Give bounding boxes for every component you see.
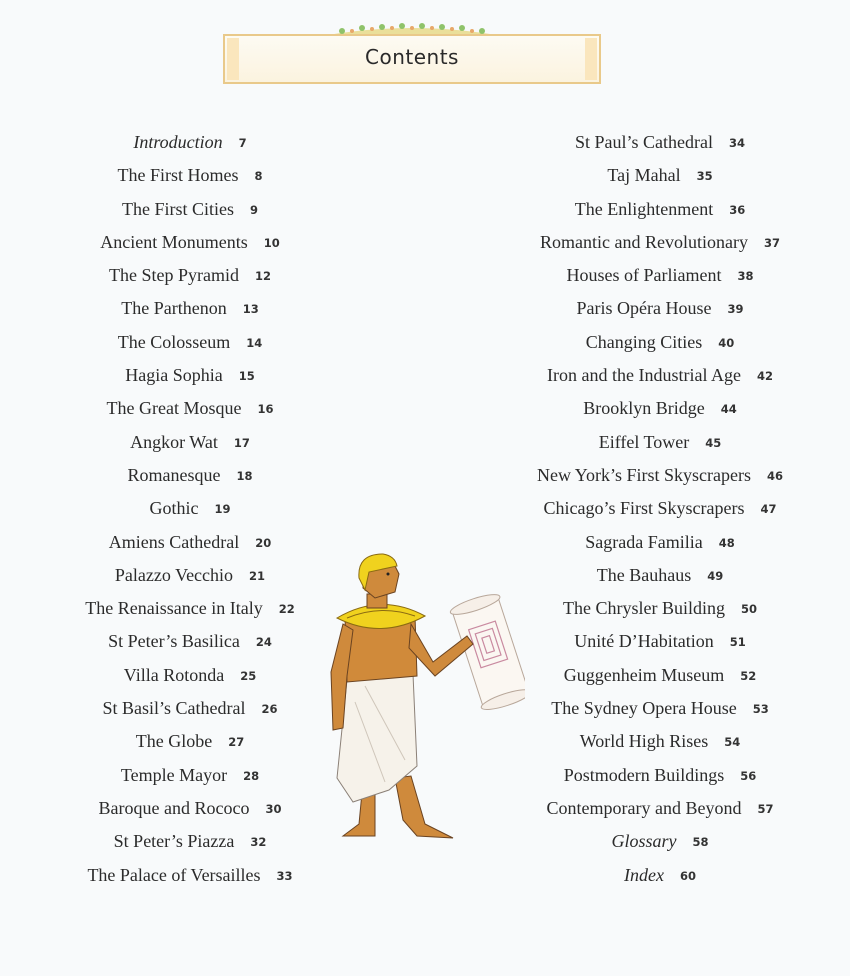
toc-entry-page-number: 51 bbox=[729, 635, 746, 650]
toc-entry-amiens-cathedral bbox=[60, 526, 320, 559]
toc-entry-title: The First Cities bbox=[121, 198, 234, 219]
toc-entry-page-number: 48 bbox=[718, 535, 735, 550]
toc-entry-the-palace-of-versailles bbox=[60, 859, 320, 892]
toc-entry-page-number: 35 bbox=[696, 169, 713, 184]
toc-entry-postmodern-buildings bbox=[510, 759, 810, 792]
toc-entry-page-number: 32 bbox=[250, 835, 267, 850]
toc-entry-the-parthenon bbox=[60, 292, 320, 325]
toc-entry-title: New York’s First Skyscrapers bbox=[536, 464, 751, 485]
toc-entry-title: Romanesque bbox=[127, 464, 221, 485]
toc-entry-title: Hagia Sophia bbox=[125, 365, 223, 386]
toc-entry-glossary bbox=[510, 825, 810, 858]
toc-entry-title: Paris Opéra House bbox=[576, 298, 712, 319]
toc-entry-the-step-pyramid bbox=[60, 259, 320, 292]
toc-entry-page-number: 19 bbox=[214, 502, 231, 517]
toc-entry-page-number: 38 bbox=[737, 269, 754, 284]
toc-entry-brooklyn-bridge bbox=[510, 392, 810, 425]
toc-entry-st-peters-piazza bbox=[60, 825, 320, 858]
toc-entry-gothic bbox=[60, 492, 320, 525]
toc-entry-page-number: 9 bbox=[249, 202, 258, 217]
toc-entry-title: Villa Rotonda bbox=[123, 664, 225, 685]
toc-entry-changing-cities bbox=[510, 326, 810, 359]
toc-entry-page-number: 10 bbox=[263, 235, 280, 250]
toc-entry-page-number: 13 bbox=[242, 302, 259, 317]
toc-entry-title: Chicago’s First Skyscrapers bbox=[543, 498, 745, 519]
toc-entry-title: The Parthenon bbox=[121, 298, 227, 319]
toc-entry-page-number: 46 bbox=[767, 468, 784, 483]
toc-entry-index bbox=[510, 859, 810, 892]
toc-entry-temple-mayor bbox=[60, 759, 320, 792]
toc-entry-title: Amiens Cathedral bbox=[108, 531, 240, 552]
toc-entry-page-number: 16 bbox=[257, 402, 274, 417]
toc-entry-page-number: 12 bbox=[254, 269, 271, 284]
toc-entry-guggenheim-museum bbox=[510, 659, 810, 692]
toc-entry-title: The Step Pyramid bbox=[109, 265, 239, 286]
toc-entry-title: Brooklyn Bridge bbox=[583, 398, 705, 419]
toc-entry-page-number: 14 bbox=[246, 335, 263, 350]
toc-entry-page-number: 26 bbox=[261, 702, 278, 717]
toc-entry-page-number: 49 bbox=[707, 568, 724, 583]
toc-entry-title: Postmodern Buildings bbox=[563, 764, 725, 785]
toc-entry-the-enlightenment bbox=[510, 193, 810, 226]
toc-entry-page-number: 39 bbox=[727, 302, 744, 317]
toc-entry-page-number: 7 bbox=[238, 136, 247, 150]
toc-entry-palazzo-vecchio bbox=[60, 559, 320, 592]
toc-entry-title: The Colosseum bbox=[117, 331, 231, 352]
toc-entry-title: Sagrada Familia bbox=[585, 531, 703, 552]
toc-entry-the-globe bbox=[60, 725, 320, 758]
toc-entry-page-number: 53 bbox=[752, 702, 769, 717]
toc-entry-the-great-mosque bbox=[60, 392, 320, 425]
toc-entry-title: St Peter’s Basilica bbox=[108, 631, 240, 652]
toc-entry-the-chrysler-building bbox=[510, 592, 810, 625]
toc-entry-title: The First Homes bbox=[117, 165, 239, 186]
toc-entry-page-number: 50 bbox=[740, 602, 757, 617]
toc-entry-iron-and-the-industrial-age bbox=[510, 359, 810, 392]
toc-entry-title: Introduction bbox=[133, 132, 223, 152]
toc-entry-title: The Enlightenment bbox=[574, 198, 714, 219]
toc-entry-hagia-sophia bbox=[60, 359, 320, 392]
toc-entry-villa-rotonda bbox=[60, 659, 320, 692]
toc-entry-introduction bbox=[60, 126, 320, 159]
toc-entry-unit-dhabitation bbox=[510, 625, 810, 658]
toc-entry-title: The Sydney Opera House bbox=[551, 698, 737, 719]
toc-entry-page-number: 44 bbox=[720, 402, 737, 417]
toc-entry-page-number: 40 bbox=[718, 335, 735, 350]
toc-entry-page-number: 22 bbox=[278, 602, 295, 617]
toc-entry-page-number: 8 bbox=[254, 169, 263, 184]
toc-entry-title: Houses of Parliament bbox=[566, 265, 722, 286]
toc-entry-chicagos-first-skyscrapers bbox=[510, 492, 810, 525]
toc-entry-title: Contemporary and Beyond bbox=[546, 797, 742, 818]
toc-entry-page-number: 42 bbox=[756, 369, 773, 384]
page-title: Contents bbox=[365, 45, 459, 69]
toc-entry-eiffel-tower bbox=[510, 426, 810, 459]
toc-entry-the-renaissance-in-italy bbox=[60, 592, 320, 625]
toc-entry-page-number: 20 bbox=[255, 535, 272, 550]
toc-entry-page-number: 18 bbox=[236, 468, 253, 483]
contents-banner bbox=[223, 34, 601, 84]
toc-entry-st-peters-basilica bbox=[60, 625, 320, 658]
toc-entry-page-number: 25 bbox=[240, 668, 257, 683]
toc-entry-title: Guggenheim Museum bbox=[563, 664, 725, 685]
toc-entry-paris-op-ra-house bbox=[510, 292, 810, 325]
toc-entry-page-number: 47 bbox=[760, 502, 777, 517]
toc-entry-page-number: 33 bbox=[276, 868, 293, 883]
toc-entry-romanesque bbox=[60, 459, 320, 492]
toc-entry-page-number: 34 bbox=[728, 136, 745, 150]
toc-entry-page-number: 27 bbox=[228, 735, 245, 750]
toc-entry-title: The Palace of Versailles bbox=[87, 864, 261, 885]
toc-entry-title: Temple Mayor bbox=[120, 764, 228, 785]
toc-entry-ancient-monuments bbox=[60, 226, 320, 259]
toc-entry-the-colosseum bbox=[60, 326, 320, 359]
toc-entry-st-basils-cathedral bbox=[60, 692, 320, 725]
toc-entry-title: St Paul’s Cathedral bbox=[574, 132, 713, 152]
toc-entry-title: Index bbox=[624, 864, 664, 885]
toc-entry-title: St Basil’s Cathedral bbox=[102, 698, 246, 719]
toc-entry-st-pauls-cathedral bbox=[510, 126, 810, 159]
toc-entry-the-first-homes bbox=[60, 159, 320, 192]
toc-right-column bbox=[510, 126, 810, 892]
toc-entry-baroque-and-rococo bbox=[60, 792, 320, 825]
toc-entry-title: Romantic and Revolutionary bbox=[540, 231, 748, 252]
toc-entry-title: St Peter’s Piazza bbox=[113, 831, 235, 852]
toc-entry-page-number: 56 bbox=[740, 768, 757, 783]
toc-entry-title: The Great Mosque bbox=[106, 398, 242, 419]
toc-entry-title: Unité D’Habitation bbox=[574, 631, 714, 652]
toc-entry-page-number: 15 bbox=[238, 369, 255, 384]
toc-entry-the-sydney-opera-house bbox=[510, 692, 810, 725]
toc-entry-title: The Globe bbox=[135, 731, 213, 752]
toc-entry-page-number: 24 bbox=[255, 635, 272, 650]
toc-entry-page-number: 57 bbox=[757, 801, 774, 816]
toc-entry-the-first-cities bbox=[60, 193, 320, 226]
toc-entry-page-number: 45 bbox=[705, 435, 722, 450]
toc-entry-page-number: 52 bbox=[740, 668, 757, 683]
toc-entry-title: Taj Mahal bbox=[607, 165, 681, 186]
toc-entry-title: Gothic bbox=[149, 498, 199, 519]
toc-entry-title: Iron and the Industrial Age bbox=[547, 365, 741, 386]
toc-entry-title: The Bauhaus bbox=[596, 564, 692, 585]
toc-entry-title: Changing Cities bbox=[585, 331, 703, 352]
toc-entry-page-number: 21 bbox=[249, 568, 266, 583]
toc-entry-new-yorks-first-skyscrapers bbox=[510, 459, 810, 492]
toc-entry-title: World High Rises bbox=[579, 731, 709, 752]
toc-entry-page-number: 36 bbox=[729, 202, 746, 217]
toc-entry-title: Baroque and Rococo bbox=[98, 797, 250, 818]
toc-entry-title: Ancient Monuments bbox=[100, 231, 248, 252]
toc-entry-page-number: 17 bbox=[233, 435, 250, 450]
toc-entry-title: Palazzo Vecchio bbox=[114, 564, 234, 585]
toc-entry-page-number: 30 bbox=[265, 801, 282, 816]
toc-entry-title: The Chrysler Building bbox=[563, 598, 725, 619]
toc-entry-page-number: 60 bbox=[679, 868, 696, 883]
toc-entry-sagrada-familia bbox=[510, 526, 810, 559]
toc-left-column bbox=[60, 126, 320, 892]
toc-entry-title: Angkor Wat bbox=[130, 431, 218, 452]
toc-entry-title: Glossary bbox=[611, 831, 677, 852]
toc-entry-page-number: 37 bbox=[763, 235, 780, 250]
toc-entry-contemporary-and-beyond bbox=[510, 792, 810, 825]
toc-entry-taj-mahal bbox=[510, 159, 810, 192]
toc-entry-the-bauhaus bbox=[510, 559, 810, 592]
toc-entry-title: The Renaissance in Italy bbox=[85, 598, 263, 619]
toc-entry-houses-of-parliament bbox=[510, 259, 810, 292]
toc-entry-title: Eiffel Tower bbox=[598, 431, 690, 452]
toc-entry-romantic-and-revolutionary bbox=[510, 226, 810, 259]
toc-entry-angkor-wat bbox=[60, 426, 320, 459]
toc-entry-page-number: 58 bbox=[692, 835, 709, 850]
toc-entry-world-high-rises bbox=[510, 725, 810, 758]
toc-entry-page-number: 28 bbox=[243, 768, 260, 783]
toc-entry-page-number: 54 bbox=[724, 735, 741, 750]
egyptian-figure-illustration bbox=[325, 552, 525, 847]
